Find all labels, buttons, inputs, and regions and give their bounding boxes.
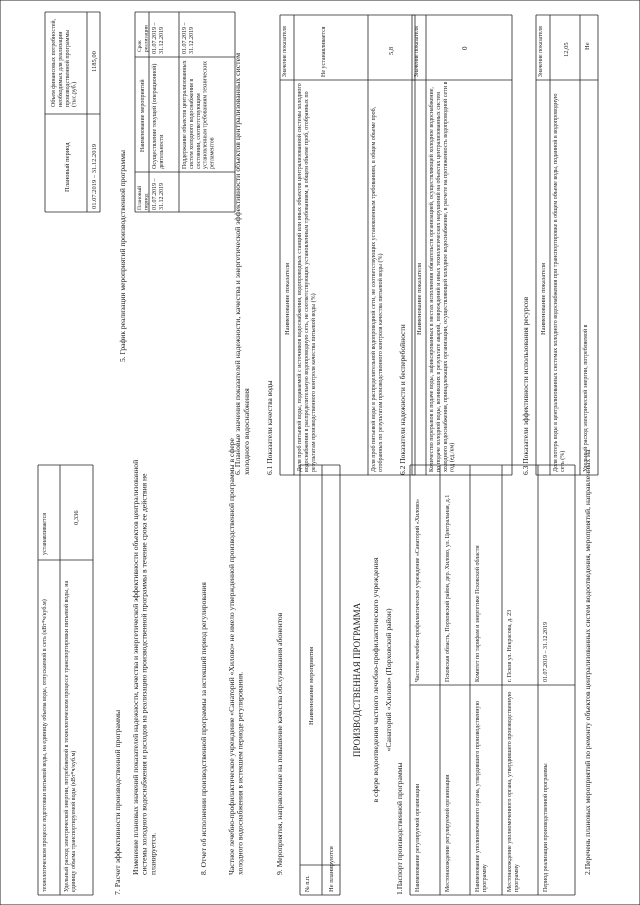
header-value: Значение показателя xyxy=(414,26,420,77)
section-6-2-heading xyxy=(398,324,407,475)
cell-indicator: технологическом процессе подготовки питьевой воды, на единицу объема воды, отпускаемой в сеть (кВт*ч/куб.м) xyxy=(42,599,48,892)
program-title xyxy=(352,602,362,757)
section-heading: 7. Расчет эффективности производственной программы xyxy=(113,709,122,895)
section-6-3-heading xyxy=(521,296,530,475)
paragraph: 8. Отчет об исполнении производственной программы за истекший период регулирования xyxy=(199,582,208,875)
paragraph: Изменение плановых значений показателей надежности, качества и энергетической эффективности объектов централизованнойсистемы холодного водоснабжения и расходов на реализацию производственной программы в течение срока ее действия непланируется. xyxy=(131,459,158,875)
header-value: Значение показателя xyxy=(538,26,544,77)
cell-indicator: Доля проб питьевой воды в распределительной водопроводной сети, не соответствующих установленным требованиям, в общем объеме проб,отобранных по результатам производственного контроля качества питьевой воды (%) xyxy=(371,106,384,472)
cell-value: Не xyxy=(584,42,591,50)
header-period: Плановыйпериод xyxy=(137,185,150,210)
cell-parameter: Местонахождение уполномоченного органа, утвердившего производственнуюпрограмму xyxy=(507,691,520,892)
cell-indicator: Удельный расход электрической энергии, потребляемой в технологическом процессе транспортировки питьевой воды, наединицу объема транспортируемой воды (кВт*ч/куб.м) xyxy=(64,580,77,892)
section-heading: 5. График реализации мероприятий производственной программы xyxy=(118,150,127,362)
cell-parameter: Наименование регулируемой организации xyxy=(415,783,421,892)
cell-parameter: Наименование уполномоченного органа, утвердившего производственнуюпрограмму xyxy=(475,701,488,892)
header-indicator: Наименование показателя xyxy=(540,262,547,335)
section-7-heading xyxy=(113,709,122,895)
cell-parameter: Местонахождение регулируемой организации xyxy=(445,774,451,892)
header-measure: Наименование мероприятия xyxy=(308,646,315,725)
cell-parameter: Период реализации производственной программы xyxy=(543,763,549,892)
cell-deadline: 01.07.2019 –31.12.2019 xyxy=(152,22,165,54)
cell-indicator: Количество перерывов в подаче воды, зафиксированных в местах исполнения обязательств организацией, осуществляющей холодное водоснабжение,по подаче холодной воды, возникших в результате аварий, повреждений и иных технологических нарушений на объектах централизованных системхолодного водоснабжения, принадлежащих организации, осуществляющей холодное водоснабжение, в расчете на протяженность водопроводной сети вгод (ед./км) xyxy=(429,81,456,472)
header-period: Плановый период xyxy=(64,142,71,192)
cell-deadline: 01.07.2019 –31.12.2019 xyxy=(182,22,195,54)
program-subtitle: в сфере водоотведения частного лечебно-профилактического учреждения xyxy=(371,557,380,803)
cell-activity: Поддержание объектов централизованныхсистем холодного водоснабжения всостоянии, соответствующимустановленным требованиям техническихрегламентов xyxy=(182,60,216,169)
section-heading: 6. Плановые значения показателей надежности, качества и энергетической эффективности объектов централизованных системхолодного водоснабжения xyxy=(233,52,251,475)
cell-indicator: Доля потерь воды в централизованных системах холодного водоснабжения при транспортировке в общем объеме воды, поданной в водопроводнуюсеть (%) xyxy=(553,93,566,472)
cell-value: Не устанавливается xyxy=(321,26,327,77)
header-activities: Наименование мероприятий xyxy=(140,79,146,152)
cell-amount: 1185,00 xyxy=(91,51,98,72)
paragraph-8 xyxy=(199,582,208,875)
cell-value: г. Псков ул. Некрасова, д. 23 xyxy=(507,609,513,682)
section-6-1-heading xyxy=(265,380,274,475)
cell-value: устанавливается xyxy=(42,512,48,555)
program-subtitle: «Санаторий «Хилово» (Порховский район) xyxy=(384,608,393,752)
header-indicator: Наименование показателя xyxy=(284,262,291,335)
cell-value: 5,8 xyxy=(388,46,395,55)
cell-value: 0 xyxy=(461,46,469,50)
paragraph: 9. Мероприятия, направленные на повышение качества обслуживания абонентов xyxy=(275,612,284,875)
header-number: № п.п. xyxy=(305,875,311,892)
cell-indicator: Удельный расход электрической энергии, потребляемой в xyxy=(583,324,589,472)
cell-value: Комитет по тарифам и энергетике Псковской области xyxy=(475,545,481,682)
cell-value: Псковская область, Порховский район, дер. Хилово, ул. Центральная, д.1 xyxy=(445,494,451,682)
section-heading: 6.1 Показатели качества воды xyxy=(265,380,274,475)
paragraph-9 xyxy=(275,612,284,875)
section-heading: 6.3 Показатели эффективности использования ресурсов xyxy=(521,296,530,475)
header-financing: Объем финансовых потребностей,необходимых для реализациипроизводственной программы(тыс.руб.) xyxy=(51,18,78,107)
cell-value: 0,336 xyxy=(73,510,80,525)
paragraph: Частное лечебно-профилактическое учреждение «Санаторий «Хилово» не имело утвержденной производственной программы в сферехолодного водоснабжения в истекшем периоде регулирования. xyxy=(227,438,245,875)
cell-period: 01.07.2019 –31.12.2019 xyxy=(152,178,165,210)
section-heading: 6.2 Показатели надежности и бесперебойности xyxy=(398,324,407,475)
header-value: Значение показателя xyxy=(282,26,288,77)
cell-period: 01.07.2019 – 31.12.2019 xyxy=(91,144,98,209)
program-title: ПРОИЗВОДСТВЕННАЯ ПРОГРАММА xyxy=(352,602,362,758)
cell-value: Частное лечебно-профилактическое учреждение «Санаторий «Хилово» xyxy=(415,498,421,682)
cell-value: 01.07.2019 – 31.12.2019 xyxy=(543,622,549,682)
paragraph: 2.Перечень плановых мероприятий по ремонту объектов централизованных систем водоотведения, мероприятий, направленных на xyxy=(583,449,592,875)
cell-indicator: Доля проб питьевой воды, подаваемой с источников водоснабжения, водопроводных станций или иных объектов централизованной системы холодноговодоснабжения в распределительную водопроводную сеть, не соответствующих установленным требованиям, в общем объеме проб, отобранных порезультатам производственного контроля качества питьевой воды (%) xyxy=(297,83,317,472)
section-1-heading xyxy=(395,762,404,895)
paragraph-2 xyxy=(583,449,592,875)
cell-measure: Не планируются xyxy=(328,846,335,892)
header-indicator: Наименование показателя xyxy=(416,262,423,335)
cell-activity: Осуществление текущей (операционной)деятельности xyxy=(152,63,165,169)
section-5-heading xyxy=(118,150,127,362)
section-heading: 1.Паспорт производственной программы xyxy=(395,762,404,895)
header-deadline: Срокреализации xyxy=(137,25,150,52)
cell-value: 12,05 xyxy=(563,42,570,57)
